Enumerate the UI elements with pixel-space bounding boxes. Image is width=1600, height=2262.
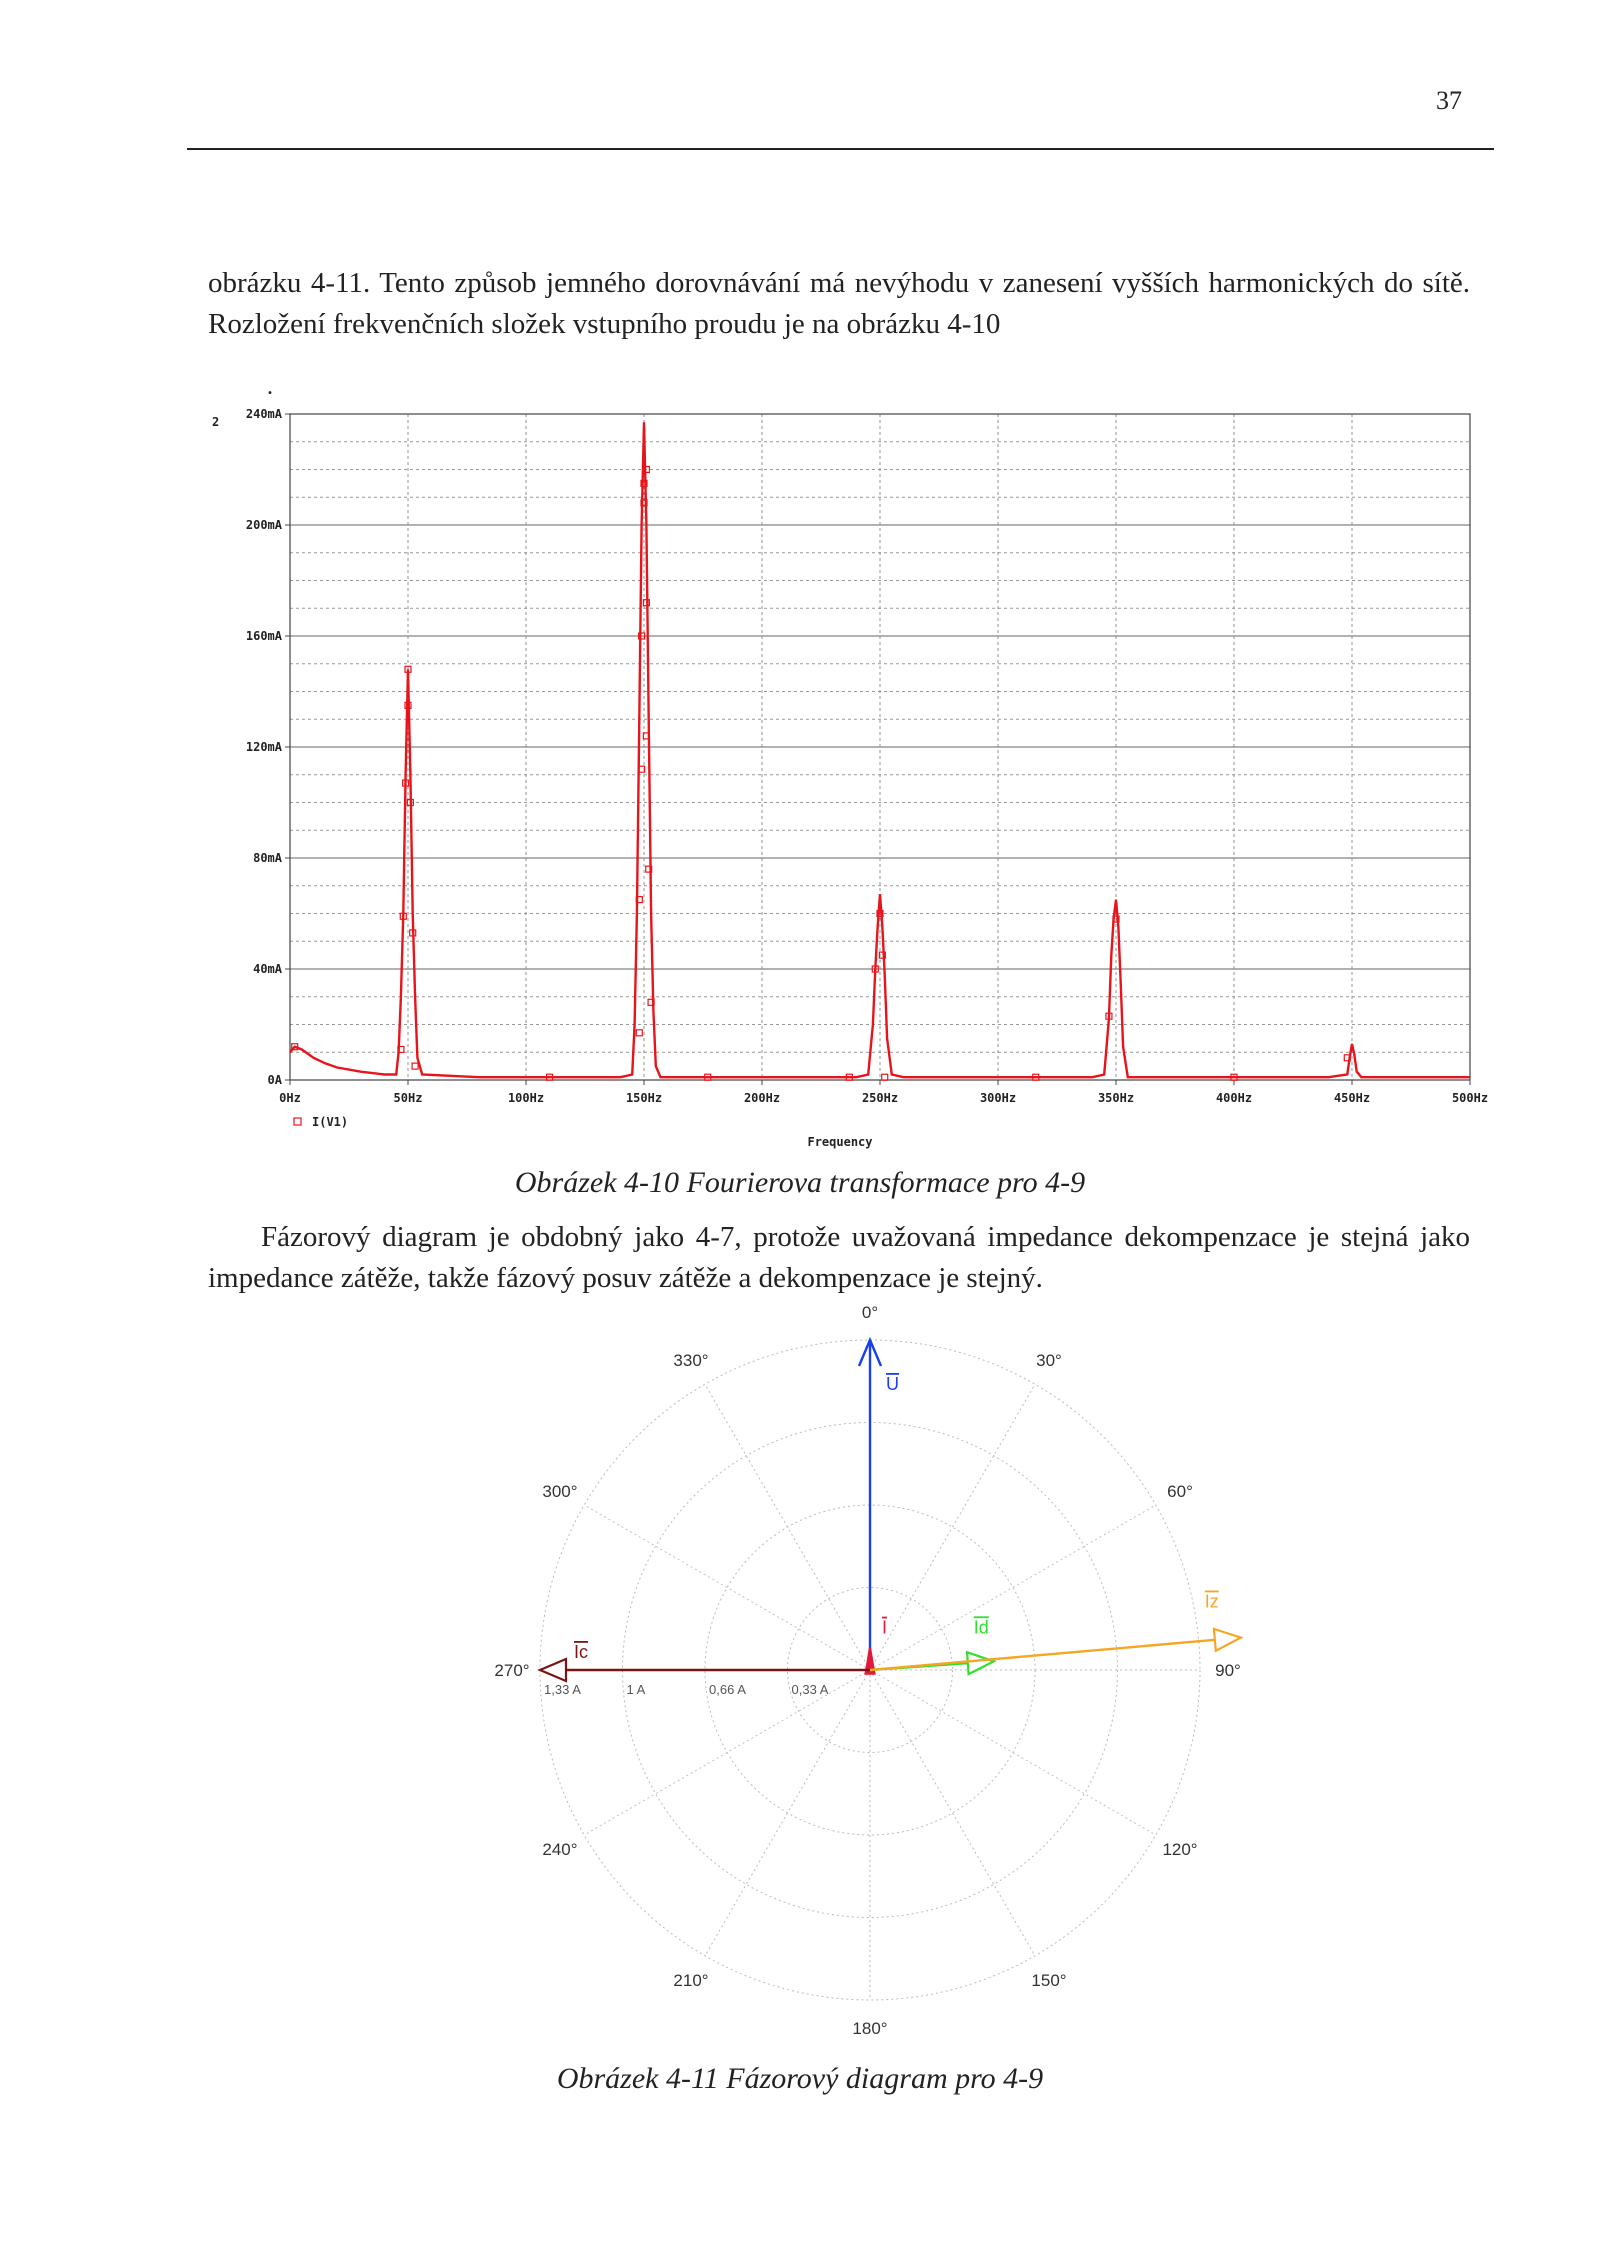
- phasor-Iz: [870, 1592, 1241, 1670]
- y-tick-label: 0A: [267, 1073, 282, 1087]
- radial-label: 1 A: [626, 1682, 646, 1697]
- radial-label: 0,66 A: [709, 1682, 746, 1697]
- phasor-label: Ic: [574, 1642, 589, 1662]
- x-tick-label: 300Hz: [979, 1091, 1017, 1105]
- phasor-arrowhead: [1214, 1629, 1241, 1651]
- phasor-shaft: [870, 1638, 1241, 1670]
- phasor-label: U: [886, 1374, 899, 1394]
- fourier-spectrum-chart: [200, 400, 1490, 1160]
- legend-label: I(V1): [312, 1115, 349, 1129]
- x-tick-label: 100Hz: [507, 1091, 545, 1105]
- stray-dot: .: [267, 374, 273, 400]
- x-tick-label: 150Hz: [625, 1091, 663, 1105]
- polar-spoke: [584, 1505, 870, 1670]
- phasor-arrowhead: [967, 1652, 994, 1674]
- x-tick-label: 50Hz: [393, 1091, 423, 1105]
- x-tick-label: 200Hz: [743, 1091, 781, 1105]
- angle-label: 180°: [852, 2019, 888, 2038]
- polar-spoke: [870, 1670, 1035, 1956]
- page-number: 37: [1436, 86, 1462, 115]
- legend-marker: [294, 1118, 301, 1125]
- paragraph-1: obrázku 4-11. Tento způsob jemného dorovnávání má nevýhodu v zanesení vyšších harmonických do sítě. Rozložení frekvenčních složek vstupního proudu je na obrázku 4-10: [208, 267, 1470, 340]
- plot-index-label: 2: [212, 415, 220, 429]
- series-markers: [292, 467, 1351, 1081]
- x-tick-label: 500Hz: [1451, 1091, 1489, 1105]
- data-marker: [636, 1030, 642, 1036]
- x-axis-label: Frequency: [807, 1135, 873, 1149]
- phasor-label: I: [882, 1617, 888, 1638]
- angle-label: 30°: [1036, 1350, 1062, 1370]
- chart-grid: [290, 414, 1470, 1080]
- phasor-label: Iz: [1204, 1591, 1219, 1612]
- phasor-label: Id: [973, 1617, 989, 1638]
- radial-label: 0,33 A: [791, 1682, 829, 1697]
- x-tick-label: 450Hz: [1333, 1091, 1371, 1105]
- header-rule: [187, 148, 1494, 150]
- angle-label: 0°: [861, 1303, 879, 1322]
- radial-labels: [544, 1682, 829, 1697]
- figure-caption-4-11: Obrázek 4-11 Fázorový diagram pro 4-9: [556, 2062, 1044, 2095]
- angle-label: 210°: [673, 1971, 709, 1991]
- y-tick-label: 200mA: [245, 518, 282, 532]
- angle-label: 150°: [1031, 1971, 1067, 1991]
- polar-spoke: [705, 1670, 870, 1956]
- y-tick-labels: [246, 407, 290, 1087]
- phasor-arrowhead: [540, 1659, 566, 1681]
- polar-spoke: [870, 1505, 1156, 1670]
- x-tick-label: 400Hz: [1215, 1091, 1253, 1105]
- angle-label: 240°: [542, 1840, 578, 1859]
- paragraph-2: Fázorový diagram je obdobný jako 4-7, protože uvažovaná impedance dekompenzace je stejná jako impedance zátěže, takže fázový posuv zátěže a dekompenzace je stejný.: [208, 1221, 1470, 1294]
- y-tick-label: 40mA: [253, 962, 282, 976]
- angle-label: 60°: [1167, 1482, 1193, 1501]
- angle-label: 90°: [1215, 1661, 1241, 1680]
- phasor-vectors: [540, 1340, 1241, 1681]
- x-tick-label: 350Hz: [1097, 1091, 1135, 1105]
- x-tick-labels: [279, 1080, 1488, 1105]
- angle-label: 300°: [542, 1482, 578, 1501]
- angle-label: 120°: [1162, 1840, 1198, 1859]
- angle-label: 330°: [673, 1350, 709, 1370]
- polar-spoke: [870, 1670, 1156, 1835]
- figure-caption-4-10: Obrázek 4-10 Fourierova transformace pro 4-9: [514, 1166, 1086, 1199]
- y-tick-label: 120mA: [245, 740, 282, 754]
- polar-spoke: [870, 1384, 1035, 1670]
- data-marker: [412, 1063, 418, 1069]
- angle-label: 270°: [494, 1661, 530, 1680]
- y-tick-label: 160mA: [245, 629, 282, 643]
- y-tick-label: 240mA: [245, 407, 282, 421]
- y-tick-label: 80mA: [253, 851, 282, 865]
- x-tick-label: 250Hz: [861, 1091, 899, 1105]
- phasor-diagram: [470, 1300, 1270, 2060]
- data-marker: [882, 1074, 888, 1080]
- radial-label: 1,33 A: [544, 1682, 581, 1697]
- x-tick-label: 0Hz: [279, 1091, 301, 1105]
